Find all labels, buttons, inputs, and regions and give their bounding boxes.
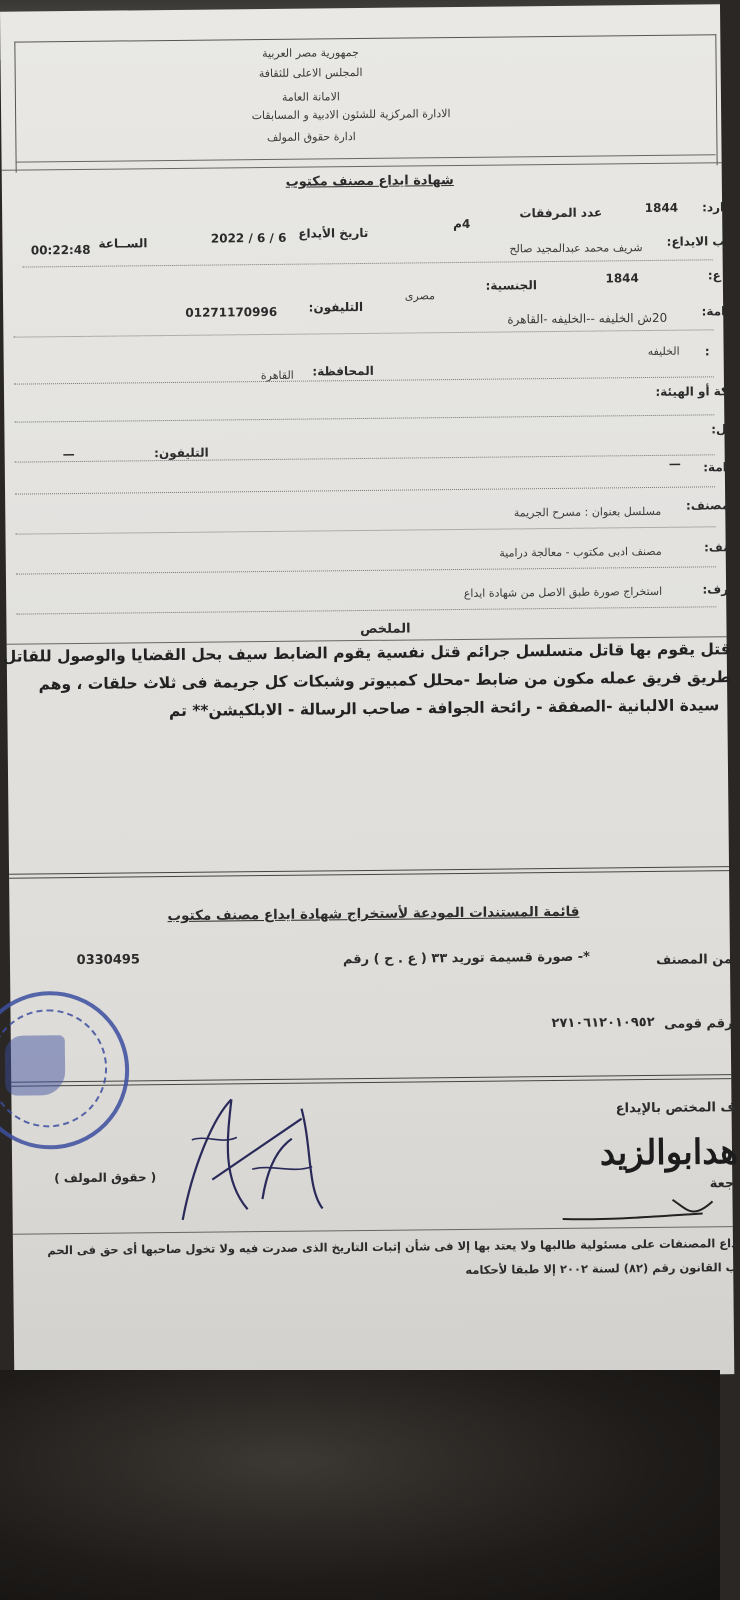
official-seal	[0, 990, 130, 1150]
header-line-3: الامانة العامة	[281, 90, 340, 104]
summary-line-2: طريق فريق عمله مكون من ضابط -محلل كمبيوتر وشبكات كل جريمة فى ثلاث حلقات ، وهم	[38, 668, 732, 694]
address-label: امة:	[701, 304, 726, 319]
address-value: 20ش الخليفه --الخليفه -القاهرة	[507, 310, 668, 327]
governorate-value: القاهرة	[260, 368, 294, 383]
eagle-emblem-icon	[5, 1035, 66, 1096]
review-signature	[552, 1189, 732, 1231]
row-line-5	[15, 454, 715, 462]
stamp-label: ( حقوق المولف )	[54, 1170, 157, 1186]
row-line-6	[15, 486, 715, 494]
employee-label: ف المختص بالإيداع	[615, 1100, 736, 1117]
header-line-4: الادارة المركزية للشئون الادبية و المسابقات	[251, 107, 451, 123]
row-line-4	[14, 414, 714, 422]
certificate-title: شهادة ايداع مصنف مكتوب	[285, 173, 454, 190]
work-title-label: مصنف:	[685, 498, 730, 513]
work-type-label: نف:	[703, 540, 728, 555]
attachments-value: 4م	[453, 216, 471, 232]
phone2-value: —	[62, 447, 75, 462]
certificate-paper	[0, 4, 739, 1381]
district-label: :	[704, 344, 710, 359]
documents-from-label: من المصنف	[655, 952, 733, 968]
attachments-label: عدد المرفقات	[519, 205, 603, 221]
footer-line-1: داع المصنفات على مسئولية طالبها ولا يعتد بها إلا فى شأن إثبات التاريخ الذى صدرت فيه ولا تخول صاحبها أى حق فى الحم	[47, 1236, 738, 1258]
review-label: جعة	[709, 1176, 735, 1192]
deposit-date-value: 2022 / 6 / 6	[210, 230, 287, 246]
company-label: كة أو الهيئة:	[655, 384, 729, 399]
id-label: ع:	[707, 268, 721, 283]
documents-heading: قائمة المستندات المودعة لأستخراج شهادة ايداع مصنف مكتوب	[167, 903, 580, 925]
id-value: 1844	[605, 271, 639, 286]
serial-value: 1844	[644, 200, 679, 216]
footer-line-2: ب القانون رقم (٨٢) لسنة ٢٠٠٢ إلا طبقا لأحكامه	[465, 1260, 738, 1277]
summary-line-3: سيدة الالبانية -الصفقة - رائحة الجوافة - صاحب الرسالة - الابلكيشن** تم	[168, 696, 720, 721]
nationality-value: مصرى	[404, 289, 436, 303]
handwritten-signature	[151, 1078, 353, 1240]
summary-heading: الملخص	[359, 621, 411, 638]
phone-label: التليفون:	[308, 299, 364, 315]
work-type-value: مصنف ادبى مكتوب - معالجة درامية	[499, 544, 662, 560]
documents-item: *- صورة قسيمة توريد ٣٣ ( ع . ح ) رقم	[342, 949, 591, 968]
depositor-value: شريف محمد عبدالمجيد صالح	[509, 241, 643, 256]
employee-signature: هدابوالزيد	[599, 1132, 739, 1174]
deposit-date-label: تاريخ الأيداع	[298, 225, 369, 241]
phone-value: 01271170996	[185, 304, 278, 320]
time-value: 00:22:48	[30, 242, 91, 258]
row-line-9	[16, 606, 716, 614]
national-id-value: ٢٧١٠٦١٢٠١٠٩٥٢	[551, 1014, 655, 1032]
national-id-label: رقم قومى	[663, 1016, 733, 1032]
header-line-1: جمهورية مصر العربية	[262, 46, 359, 61]
documents-item-number: 0330495	[76, 952, 141, 969]
agent-label: ل:	[711, 422, 727, 437]
residence2-label: امة:	[703, 460, 727, 475]
purpose-value: استخراج صورة طبق الاصل من شهادة ايداع	[463, 584, 663, 600]
district-value: الخليفه	[647, 344, 680, 359]
row-line-8	[16, 566, 716, 574]
row-line-2	[13, 329, 713, 337]
row-line-7	[15, 526, 715, 534]
summary-line-1: قتل يقوم بها قاتل متسلسل جرائم قتل نفسية يقوم الضابط سيف بحل القضايا والوصول للقاتل	[2, 640, 731, 666]
residence2-value: —	[668, 456, 681, 471]
row-line-1	[23, 259, 713, 267]
header-line-5: ادارة حقوق المولف	[266, 130, 356, 144]
nationality-label: الجنسية:	[485, 278, 537, 293]
footer-divider	[13, 1226, 733, 1235]
governorate-label: المحافظة:	[312, 363, 374, 379]
header-line-2: المجلس الاعلى للثقافة	[258, 65, 363, 81]
time-label: الســاعة	[98, 236, 148, 251]
depositor-label: ب الايداع:	[666, 234, 725, 249]
serial-label: ارد:	[702, 200, 725, 215]
background-bottom	[0, 1370, 720, 1600]
section-divider-1	[9, 866, 729, 879]
purpose-label: رف:	[702, 582, 729, 597]
work-title-value: مسلسل بعنوان : مسرح الجريمة	[513, 504, 662, 520]
phone2-label: التليفون:	[154, 445, 209, 461]
